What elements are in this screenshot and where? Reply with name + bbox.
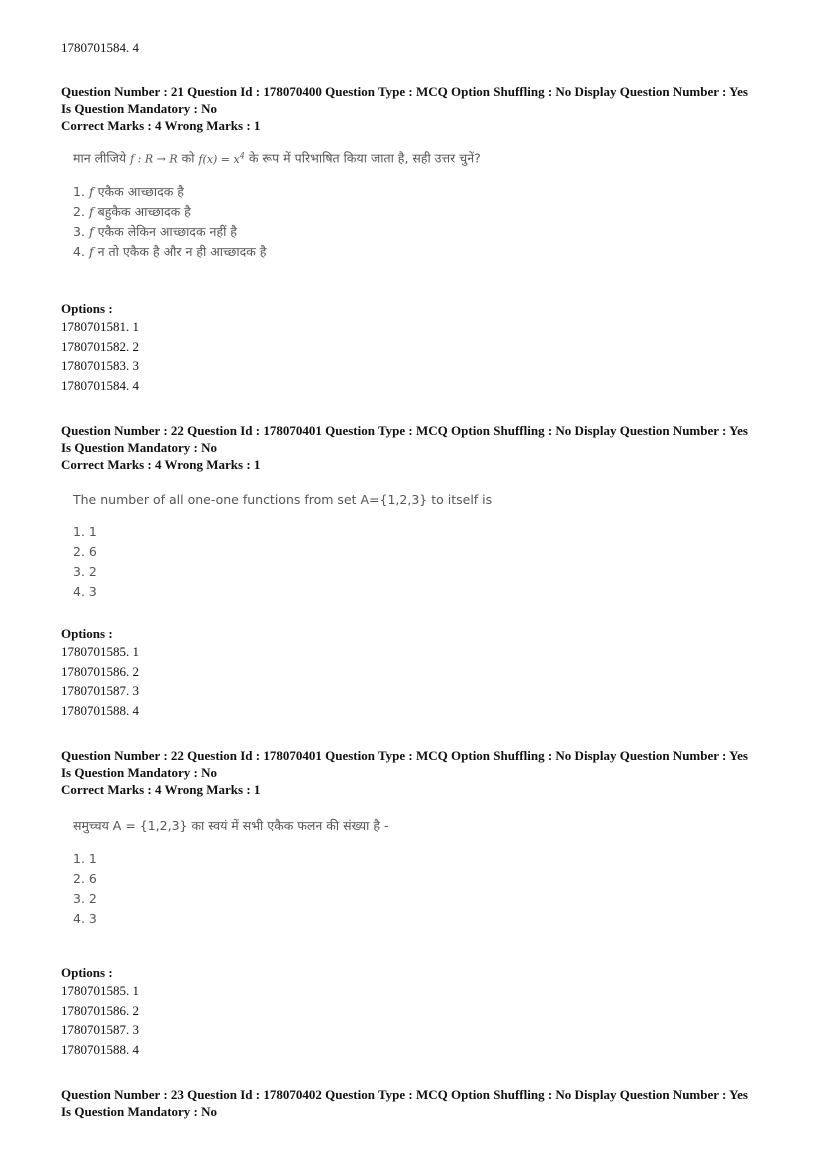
option-row: 1780701588. 4 (61, 1041, 139, 1057)
options-block-22-hi (61, 964, 139, 1059)
choice-number: 2. (73, 203, 85, 219)
math-function-base: f(x) = x (198, 152, 240, 166)
question-statement: समुच्चय A = {1,2,3} का स्वयं में सभी एकैक फलन की संख्या है - (73, 818, 389, 833)
question-meta: Question Number : 21 Question Id : 178070400 Question Type : MCQ Option Shuffling : No Display Question Number : Yes (61, 84, 748, 99)
question-meta: Question Number : 22 Question Id : 178070401 Question Type : MCQ Option Shuffling : No Display Question Number : Yes (61, 748, 748, 763)
question-statement (73, 146, 748, 170)
question-statement: The number of all one-one functions from set A={1,2,3} to itself is (73, 492, 493, 507)
math-symbol: f (89, 243, 94, 259)
option-row: 1780701581. 1 (61, 319, 139, 334)
option-row: 1780701588. 4 (61, 702, 139, 718)
question-block-22-hi (61, 747, 748, 929)
choice-text: न तो एकैक है और न ही आच्छादक है (97, 243, 267, 259)
question-block-21 (61, 83, 748, 262)
question-marks: Correct Marks : 4 Wrong Marks : 1 (61, 782, 261, 797)
question-image (73, 146, 748, 262)
choice-item: 1. 1 (73, 524, 97, 539)
choice-item: 4. 3 (73, 584, 97, 599)
question-block-22-en (61, 422, 748, 602)
choice-item: 3. 2 (73, 891, 97, 906)
option-row: 1780701587. 3 (61, 1022, 139, 1038)
question-header (61, 83, 748, 134)
options-block-21 (61, 300, 139, 395)
choice-item: 4. 3 (73, 911, 97, 926)
math-exponent: 4 (239, 151, 245, 160)
question-header (61, 1086, 748, 1120)
choice-item: 2. 6 (73, 544, 97, 559)
option-row: 1780701584. 4 (61, 377, 139, 393)
math-symbol: f (89, 183, 94, 199)
option-row: 1780701586. 2 (61, 663, 139, 679)
question-header (61, 747, 748, 798)
question-mandatory: Is Question Mandatory : No (61, 1104, 218, 1119)
choice-item: 1. 1 (73, 851, 97, 866)
math-symbol: f (89, 203, 94, 219)
question-image (73, 816, 748, 929)
choice-list (73, 522, 748, 602)
choice-item (73, 182, 748, 202)
previous-option-line: 1780701584. 4 (61, 40, 139, 55)
choice-number: 3. (73, 223, 85, 239)
statement-text: के रूप में परिभाषित किया जाता है, सही उत्तर चुनें? (248, 150, 481, 166)
math-symbol: f (89, 223, 94, 239)
choice-list (73, 182, 748, 262)
choice-text: एकैक आच्छादक है (97, 183, 184, 199)
options-label: Options : (61, 965, 113, 980)
question-marks: Correct Marks : 4 Wrong Marks : 1 (61, 118, 261, 133)
option-row: 1780701585. 1 (61, 644, 139, 659)
options-block-22-en (61, 625, 139, 720)
math-mapping: f : R → R (130, 152, 178, 166)
choice-item: 2. 6 (73, 871, 97, 886)
option-row: 1780701583. 3 (61, 358, 139, 374)
question-mandatory: Is Question Mandatory : No (61, 101, 218, 116)
option-row: 1780701587. 3 (61, 683, 139, 699)
choice-item: 3. 2 (73, 564, 97, 579)
choice-item (73, 202, 748, 222)
question-mandatory: Is Question Mandatory : No (61, 440, 218, 455)
option-row: 1780701585. 1 (61, 983, 139, 998)
question-image (73, 490, 748, 602)
choice-item (73, 242, 748, 262)
options-label: Options : (61, 626, 113, 641)
statement-text: को (181, 150, 195, 166)
question-block-23 (61, 1086, 748, 1120)
choice-number: 1. (73, 183, 85, 199)
choice-text: बहुकैक आच्छादक है (97, 203, 191, 219)
choice-number: 4. (73, 243, 85, 259)
question-meta: Question Number : 22 Question Id : 178070401 Question Type : MCQ Option Shuffling : No Display Question Number : Yes (61, 423, 748, 438)
question-marks: Correct Marks : 4 Wrong Marks : 1 (61, 457, 261, 472)
math-function (198, 153, 244, 166)
choice-list (73, 849, 748, 929)
statement-text: मान लीजिये (73, 150, 127, 166)
question-header (61, 422, 748, 473)
choice-text: एकैक लेकिन आच्छादक नहीं है (97, 223, 237, 239)
options-label: Options : (61, 301, 113, 316)
option-row: 1780701586. 2 (61, 1002, 139, 1018)
question-meta: Question Number : 23 Question Id : 178070402 Question Type : MCQ Option Shuffling : No Display Question Number : Yes (61, 1087, 748, 1102)
question-mandatory: Is Question Mandatory : No (61, 765, 218, 780)
choice-item (73, 222, 748, 242)
option-row: 1780701582. 2 (61, 338, 139, 354)
